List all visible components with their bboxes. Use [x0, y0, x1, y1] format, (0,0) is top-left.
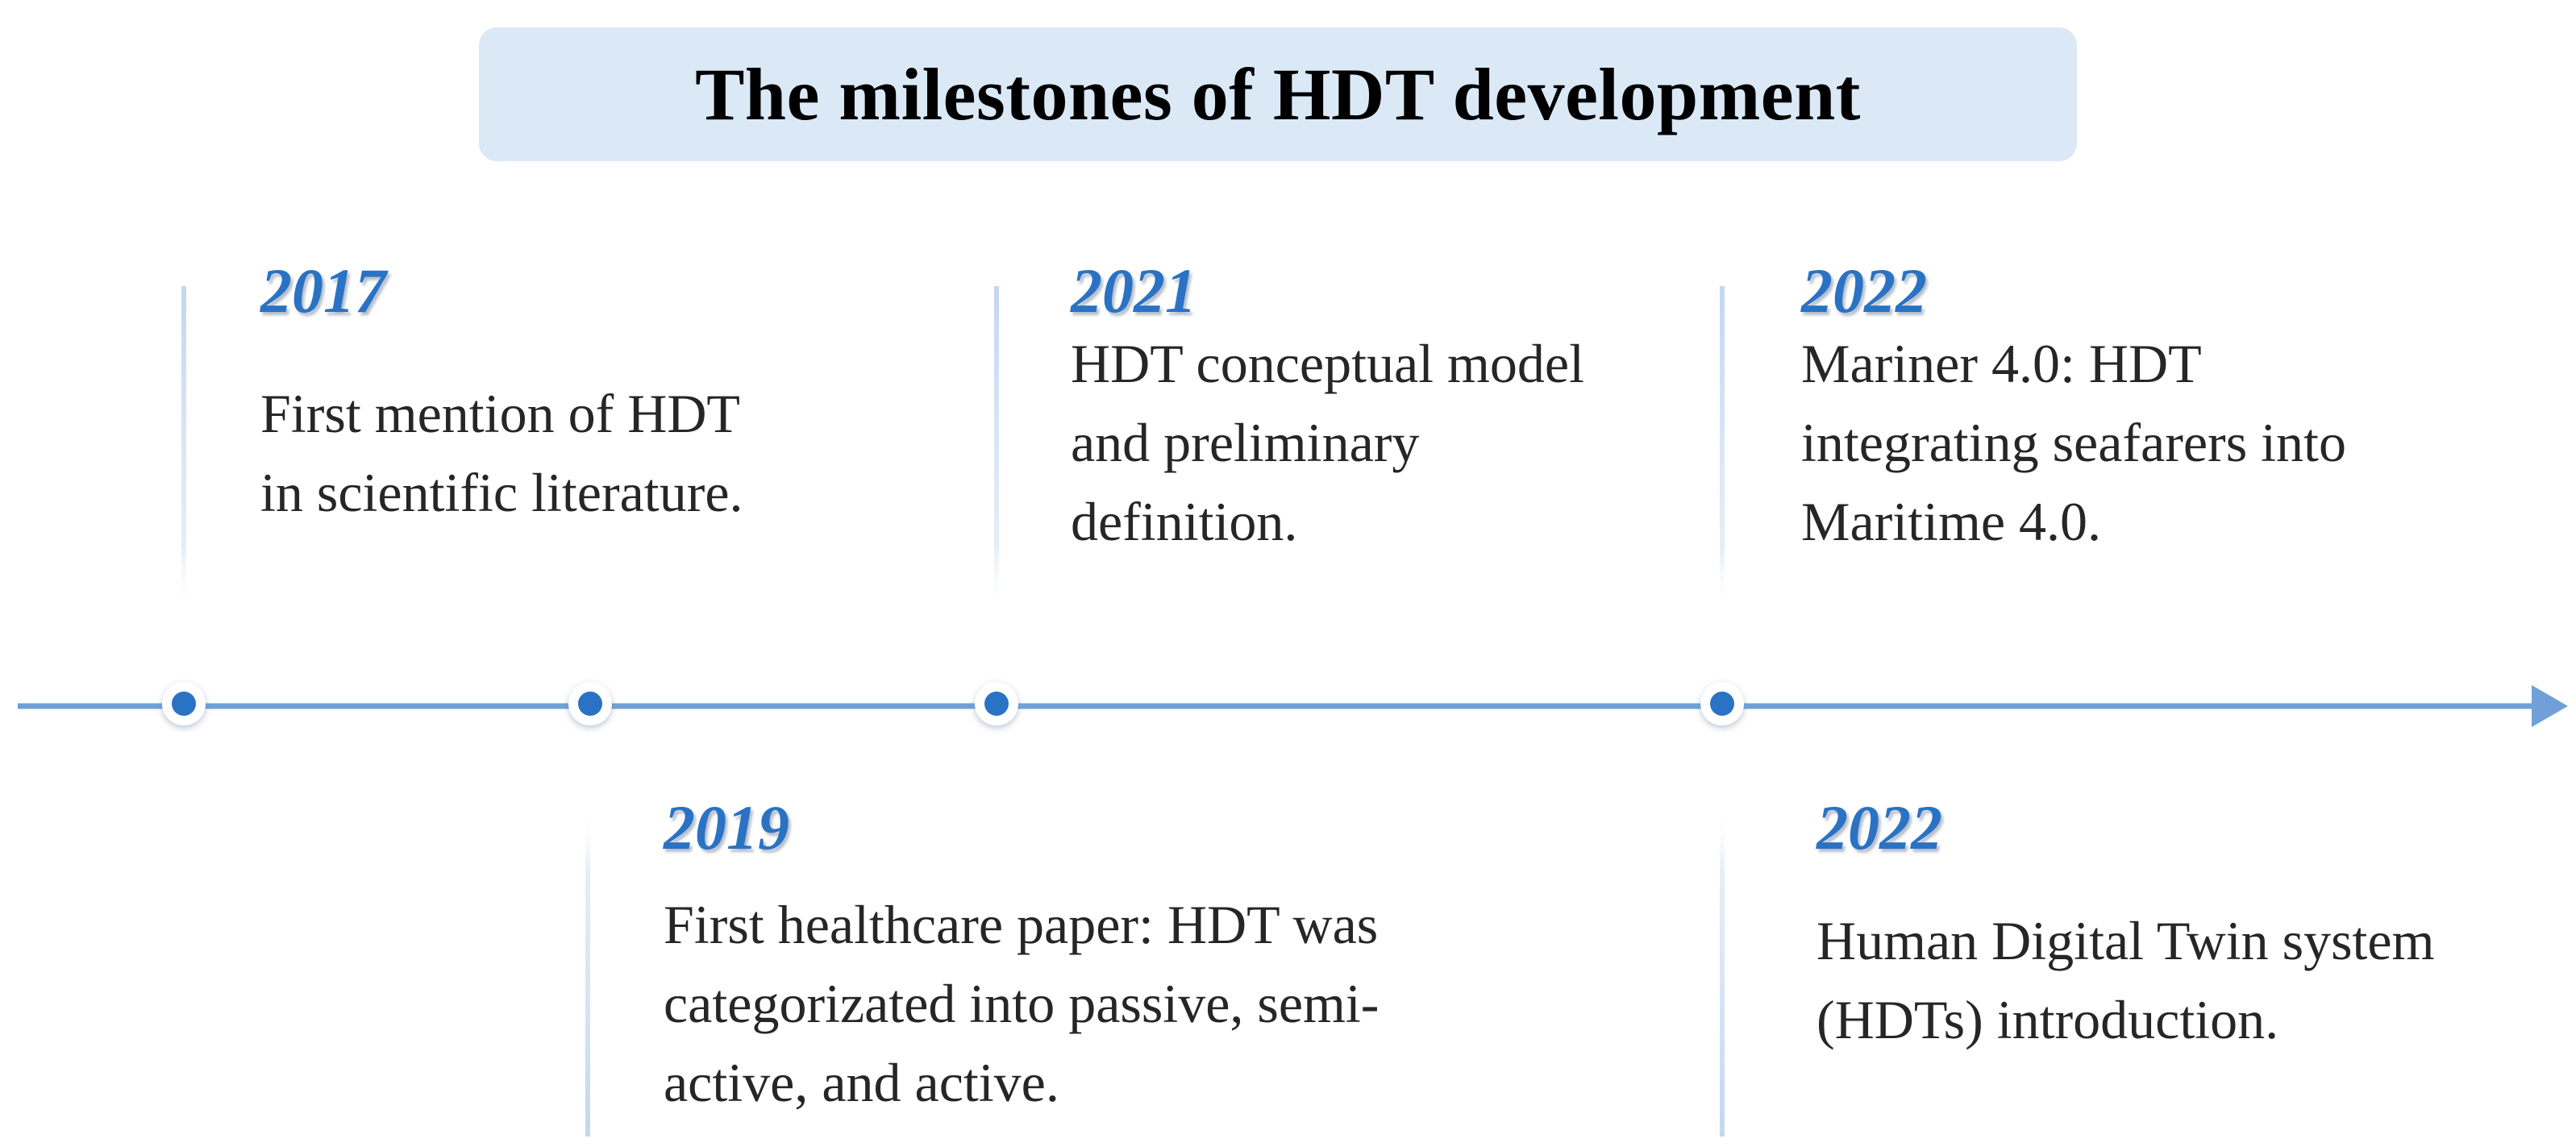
event-year: 2021	[1071, 256, 1196, 326]
timeline-dot	[975, 682, 1018, 725]
event-2021	[1071, 256, 1585, 561]
connector-2022-above	[1720, 286, 1725, 613]
connector-2022-below	[1720, 806, 1725, 1137]
description-line: HDT conceptual model	[1071, 333, 1585, 394]
timeline-dot	[162, 682, 206, 725]
diagram-title: The milestones of HDT development	[695, 53, 1861, 135]
event-description	[1801, 324, 2346, 561]
event-description	[1071, 324, 1584, 561]
event-year: 2017	[260, 256, 386, 326]
connector-2017	[181, 286, 186, 613]
description-line: integrating seafarers into	[1801, 412, 2346, 473]
description-line: categorizated into passive, semi-	[664, 973, 1380, 1034]
description-line: and preliminary	[1071, 412, 1420, 473]
connector-2021	[994, 286, 999, 613]
event-2022-above	[1801, 256, 2346, 561]
event-2019	[664, 792, 1380, 1122]
event-description	[1817, 901, 2435, 1059]
event-2022-below	[1817, 792, 2435, 1059]
timeline-dot	[1700, 682, 1744, 725]
description-line: in scientific literature.	[260, 462, 743, 523]
event-2017	[260, 256, 743, 532]
description-line: Maritime 4.0.	[1801, 491, 2102, 552]
description-line: definition.	[1071, 491, 1298, 552]
timeline-dot	[568, 682, 612, 725]
description-line: Human Digital Twin system	[1817, 910, 2435, 971]
connector-2019	[585, 806, 590, 1137]
description-line: Mariner 4.0: HDT	[1801, 333, 2202, 394]
description-line: active, and active.	[664, 1052, 1059, 1113]
event-year: 2022	[1817, 792, 1942, 862]
event-year: 2019	[664, 792, 789, 862]
event-description	[260, 374, 743, 532]
axis-arrow-icon	[2532, 685, 2568, 727]
event-year: 2022	[1801, 256, 1927, 326]
description-line: First healthcare paper: HDT was	[664, 894, 1379, 955]
description-line: (HDTs) introduction.	[1817, 989, 2279, 1050]
description-line: First mention of HDT	[260, 383, 740, 444]
event-description	[664, 885, 1379, 1122]
